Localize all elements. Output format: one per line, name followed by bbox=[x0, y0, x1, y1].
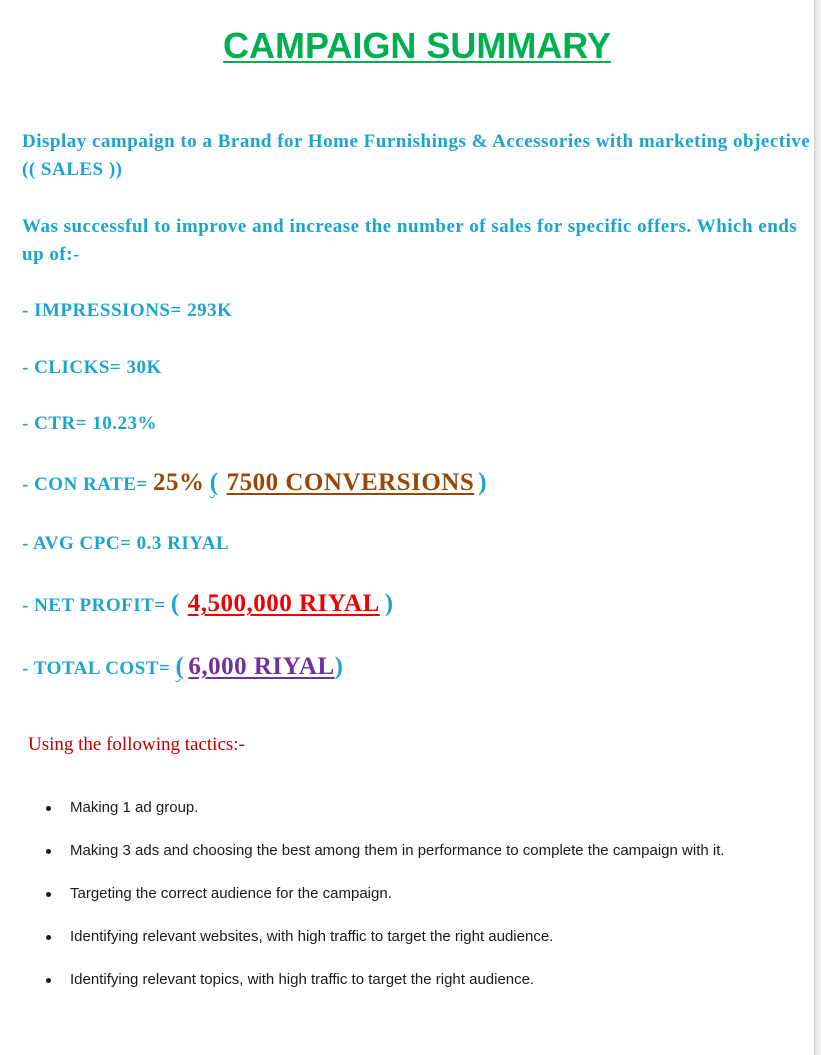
con-rate-open-paren: ( bbox=[209, 469, 219, 496]
net-profit-open-paren: ( bbox=[170, 590, 180, 617]
metric-ctr: - CTR= 10.23% bbox=[22, 413, 158, 434]
page-edge bbox=[814, 0, 821, 1055]
tactic-item: Identifying relevant websites, with high traffic to target the right audience. bbox=[0, 926, 812, 948]
total-cost-open-paren: ( bbox=[175, 653, 185, 680]
page-title: CAMPAIGN SUMMARY bbox=[223, 25, 611, 66]
total-cost-value: 6,000 RIYAL bbox=[188, 653, 335, 680]
net-profit-value: 4,500,000 RIYAL bbox=[187, 590, 380, 617]
net-profit-close-paren: ) bbox=[384, 590, 394, 617]
campaign-description: Display campaign to a Brand for Home Furnishings & Accessories with marketing objective (( SALES )) bbox=[22, 131, 811, 180]
net-profit-label: - NET PROFIT= bbox=[22, 595, 166, 616]
metric-con-rate bbox=[22, 469, 487, 499]
con-rate-label: - CON RATE= bbox=[22, 474, 148, 495]
con-rate-value: 25% bbox=[153, 469, 205, 496]
conversions-value: 7500 CONVERSIONS bbox=[226, 469, 475, 496]
total-cost-close-paren: ) bbox=[334, 653, 344, 680]
tactics-list bbox=[0, 797, 812, 991]
metric-total-cost bbox=[22, 653, 343, 683]
total-cost-label: - TOTAL COST= bbox=[22, 658, 171, 679]
metric-net-profit bbox=[22, 590, 394, 620]
tactics-heading: Using the following tactics:- bbox=[28, 734, 245, 755]
tactic-item: Making 1 ad group. bbox=[0, 797, 812, 819]
tactic-item: Identifying relevant topics, with high traffic to target the right audience. bbox=[0, 969, 812, 991]
metric-avg-cpc: - AVG CPC= 0.3 RIYAL bbox=[22, 533, 230, 554]
tactic-item: Making 3 ads and choosing the best among them in performance to complete the campaign with it. bbox=[0, 840, 812, 862]
tactic-item: Targeting the correct audience for the campaign. bbox=[0, 883, 812, 905]
metric-clicks: - CLICKS= 30K bbox=[22, 357, 162, 378]
campaign-result: Was successful to improve and increase the number of sales for specific offers. Which ends up of:- bbox=[22, 216, 798, 265]
con-rate-close-paren: ) bbox=[478, 469, 488, 496]
metric-impressions: - IMPRESSIONS= 293K bbox=[22, 300, 233, 321]
